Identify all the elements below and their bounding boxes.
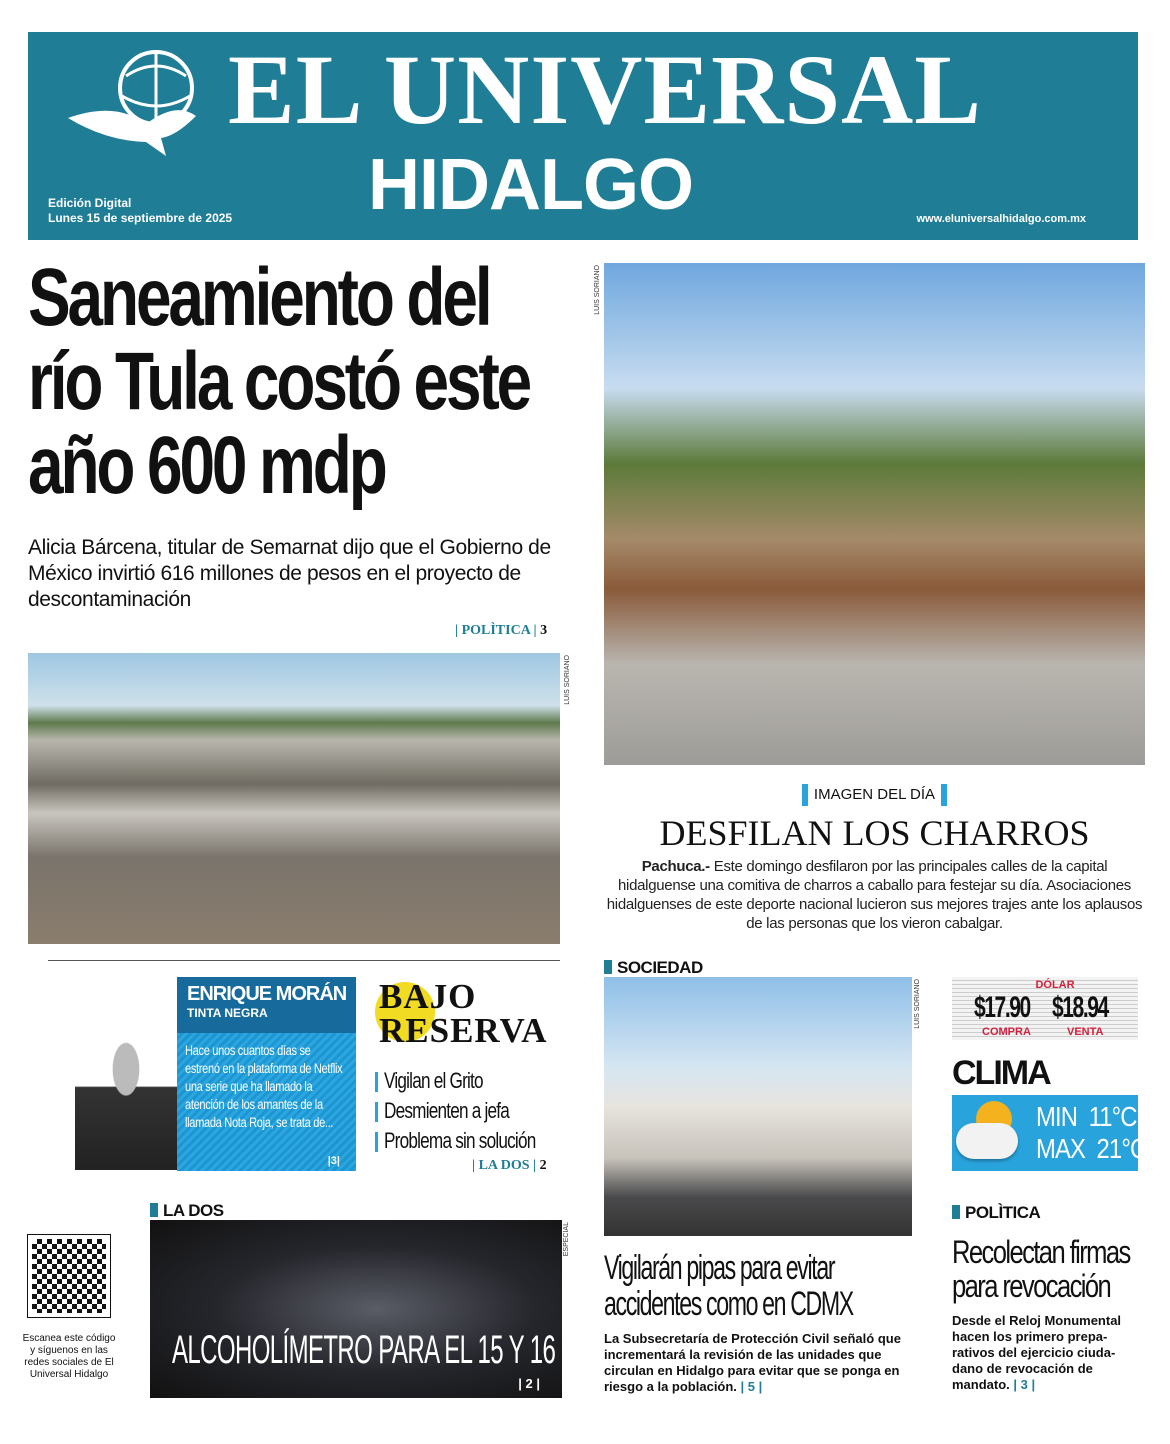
- accent-bar: [941, 784, 947, 806]
- main-subhead: Alicia Bárcena, titular de Semarnat dijo que el Gobierno de México invirtió 616 millones de pesos en el proyecto de descontaminación: [28, 536, 551, 611]
- photo-credit: ESPECIAL: [563, 1222, 570, 1257]
- qr-code[interactable]: [28, 1235, 110, 1317]
- section-name: | LA DOS |: [472, 1158, 537, 1173]
- charros-photo[interactable]: [604, 263, 1145, 765]
- weather-temps: [1036, 1101, 1146, 1165]
- accent-bar: [375, 1132, 378, 1152]
- section-marker: [604, 960, 612, 974]
- photo-credit: LUIS SORIANO: [564, 655, 571, 705]
- photo-credit: LUIS SORIANO: [914, 979, 921, 1029]
- headline-line: para revocación: [952, 1268, 1111, 1304]
- dollar-exchange: [952, 977, 1138, 1040]
- buy-label: COMPRA: [982, 1026, 1031, 1038]
- max-temp: MAX 21°C: [1036, 1133, 1147, 1164]
- section-label-politica: [952, 1203, 1040, 1223]
- sell-label: VENTA: [1067, 1026, 1104, 1038]
- qr-caption: Escanea este código y síguenos en las redes sociales de El Universal Hidalgo: [22, 1333, 116, 1380]
- sociedad-body: [604, 1331, 914, 1395]
- accent-bar: [375, 1072, 378, 1092]
- headline-line: Vigilarán pipas para evitar: [604, 1249, 835, 1287]
- bajo-reserva-item[interactable]: [375, 1098, 544, 1124]
- pipa-photo[interactable]: [604, 977, 912, 1236]
- page-number: | 2 |: [518, 1376, 540, 1391]
- column-excerpt: Hace unos cuantos días se estrenó en la plataforma de Netflix una serie que ha llamado la atención de los amantes de la llamada Nota Roja, se trata de...: [185, 1042, 343, 1130]
- image-of-day-kicker: [604, 784, 1145, 806]
- headline-line: Recolectan firmas: [952, 1234, 1130, 1270]
- masthead-title: EL UNIVERSAL: [228, 34, 982, 145]
- headline-line: accidentes como en CDMX: [604, 1285, 853, 1323]
- min-temp: MIN 11°C: [1036, 1101, 1137, 1132]
- section-label-sociedad: [604, 958, 703, 978]
- headline-line: Saneamiento del: [28, 252, 490, 343]
- section-marker: [150, 1203, 158, 1217]
- bajo-reserva-section-ref[interactable]: [472, 1158, 547, 1174]
- accent-bar: [802, 784, 808, 806]
- alcoholimetro-photo[interactable]: [150, 1220, 562, 1398]
- section-name: | POLÌTICA |: [455, 623, 537, 638]
- politica-body: [952, 1313, 1142, 1393]
- headline-line: año 600 mdp: [28, 420, 385, 511]
- image-of-day-body: [604, 857, 1145, 933]
- edition-date: Lunes 15 de septiembre de 2025: [48, 211, 233, 225]
- page-number: 2: [539, 1158, 547, 1173]
- bajo-reserva-title: [379, 977, 548, 1050]
- weather-box: [952, 1095, 1147, 1171]
- sociedad-headline[interactable]: [604, 1250, 970, 1322]
- title-line: RESERVA: [379, 1011, 548, 1050]
- edition-label: Edición Digital: [48, 196, 132, 210]
- body-text: Desde el Reloj Monumental hacen los primero prepa-rativos del ejercicio ciuda-dano de revocación de mandato.: [952, 1313, 1122, 1392]
- body-text: Este domingo desfilaron por las principales calles de la capital hidalguense una comitiva de charros a caballo para festejar su día. Asociaciones hidalguenses de este deporte nacional lucieron sus mejores trajes ante los aplausos de las personas que los vieron cabalgar.: [606, 858, 1143, 932]
- dollar-label: DÓLAR: [1035, 979, 1075, 991]
- dateline: Pachuca.-: [641, 858, 710, 875]
- page-number[interactable]: | 5 |: [740, 1379, 763, 1394]
- masthead-region: HIDALGO: [368, 145, 693, 225]
- title-line: BAJO: [379, 977, 477, 1016]
- main-headline[interactable]: [28, 252, 670, 511]
- eagle-globe-logo-icon: [66, 46, 206, 156]
- image-of-day-title[interactable]: DESFILAN LOS CHARROS: [659, 813, 1090, 853]
- column-box[interactable]: [177, 977, 356, 1171]
- item-text: Vigilan el Grito: [384, 1068, 483, 1093]
- edition-info: [48, 196, 232, 226]
- item-text: Problema sin solución: [384, 1128, 536, 1153]
- section-label-la-dos: [150, 1201, 224, 1221]
- photo-credit: LUIS SORIANO: [594, 265, 601, 315]
- columnist-portrait: [75, 1030, 177, 1170]
- page-number[interactable]: | 3 |: [1013, 1377, 1036, 1392]
- body-text: La Subsecretaría de Protección Civil señaló que incrementará la revisión de las unidades que circulan en Hidalgo para evitar que se ponga en riesgo a la población.: [604, 1331, 901, 1394]
- label-text: LA DOS: [163, 1201, 224, 1220]
- alcoholimetro-headline: ALCOHOLÍMETRO PARA EL 15 Y 16: [172, 1328, 556, 1372]
- cloud-icon: [956, 1123, 1018, 1159]
- headline-line: río Tula costó este: [28, 336, 530, 427]
- river-photo[interactable]: [28, 653, 560, 944]
- sell-rate: $18.94: [1052, 991, 1108, 1024]
- column-author: ENRIQUE MORÁN: [187, 983, 347, 1005]
- weather-heading: CLIMA: [952, 1054, 1050, 1092]
- divider: [48, 960, 560, 961]
- label-text: SOCIEDAD: [617, 958, 703, 977]
- buy-rate: $17.90: [974, 991, 1030, 1024]
- bajo-reserva-item[interactable]: [375, 1128, 578, 1154]
- main-section-ref[interactable]: [455, 623, 547, 639]
- politica-headline[interactable]: [952, 1235, 1170, 1303]
- column-page: |3|: [327, 1155, 340, 1167]
- label-text: POLÌTICA: [965, 1203, 1041, 1222]
- item-text: Desmienten a jefa: [384, 1098, 510, 1123]
- section-marker: [952, 1205, 960, 1219]
- kicker-text: IMAGEN DEL DÍA: [813, 785, 936, 803]
- page-number: 3: [540, 623, 548, 638]
- accent-bar: [375, 1102, 378, 1122]
- bajo-reserva-item[interactable]: [375, 1068, 511, 1094]
- column-name: TINTA NEGRA: [187, 1006, 268, 1020]
- column-header: [177, 977, 356, 1033]
- site-url[interactable]: www.eluniversalhidalgo.com.mx: [916, 213, 1086, 225]
- masthead-banner: [28, 32, 1138, 240]
